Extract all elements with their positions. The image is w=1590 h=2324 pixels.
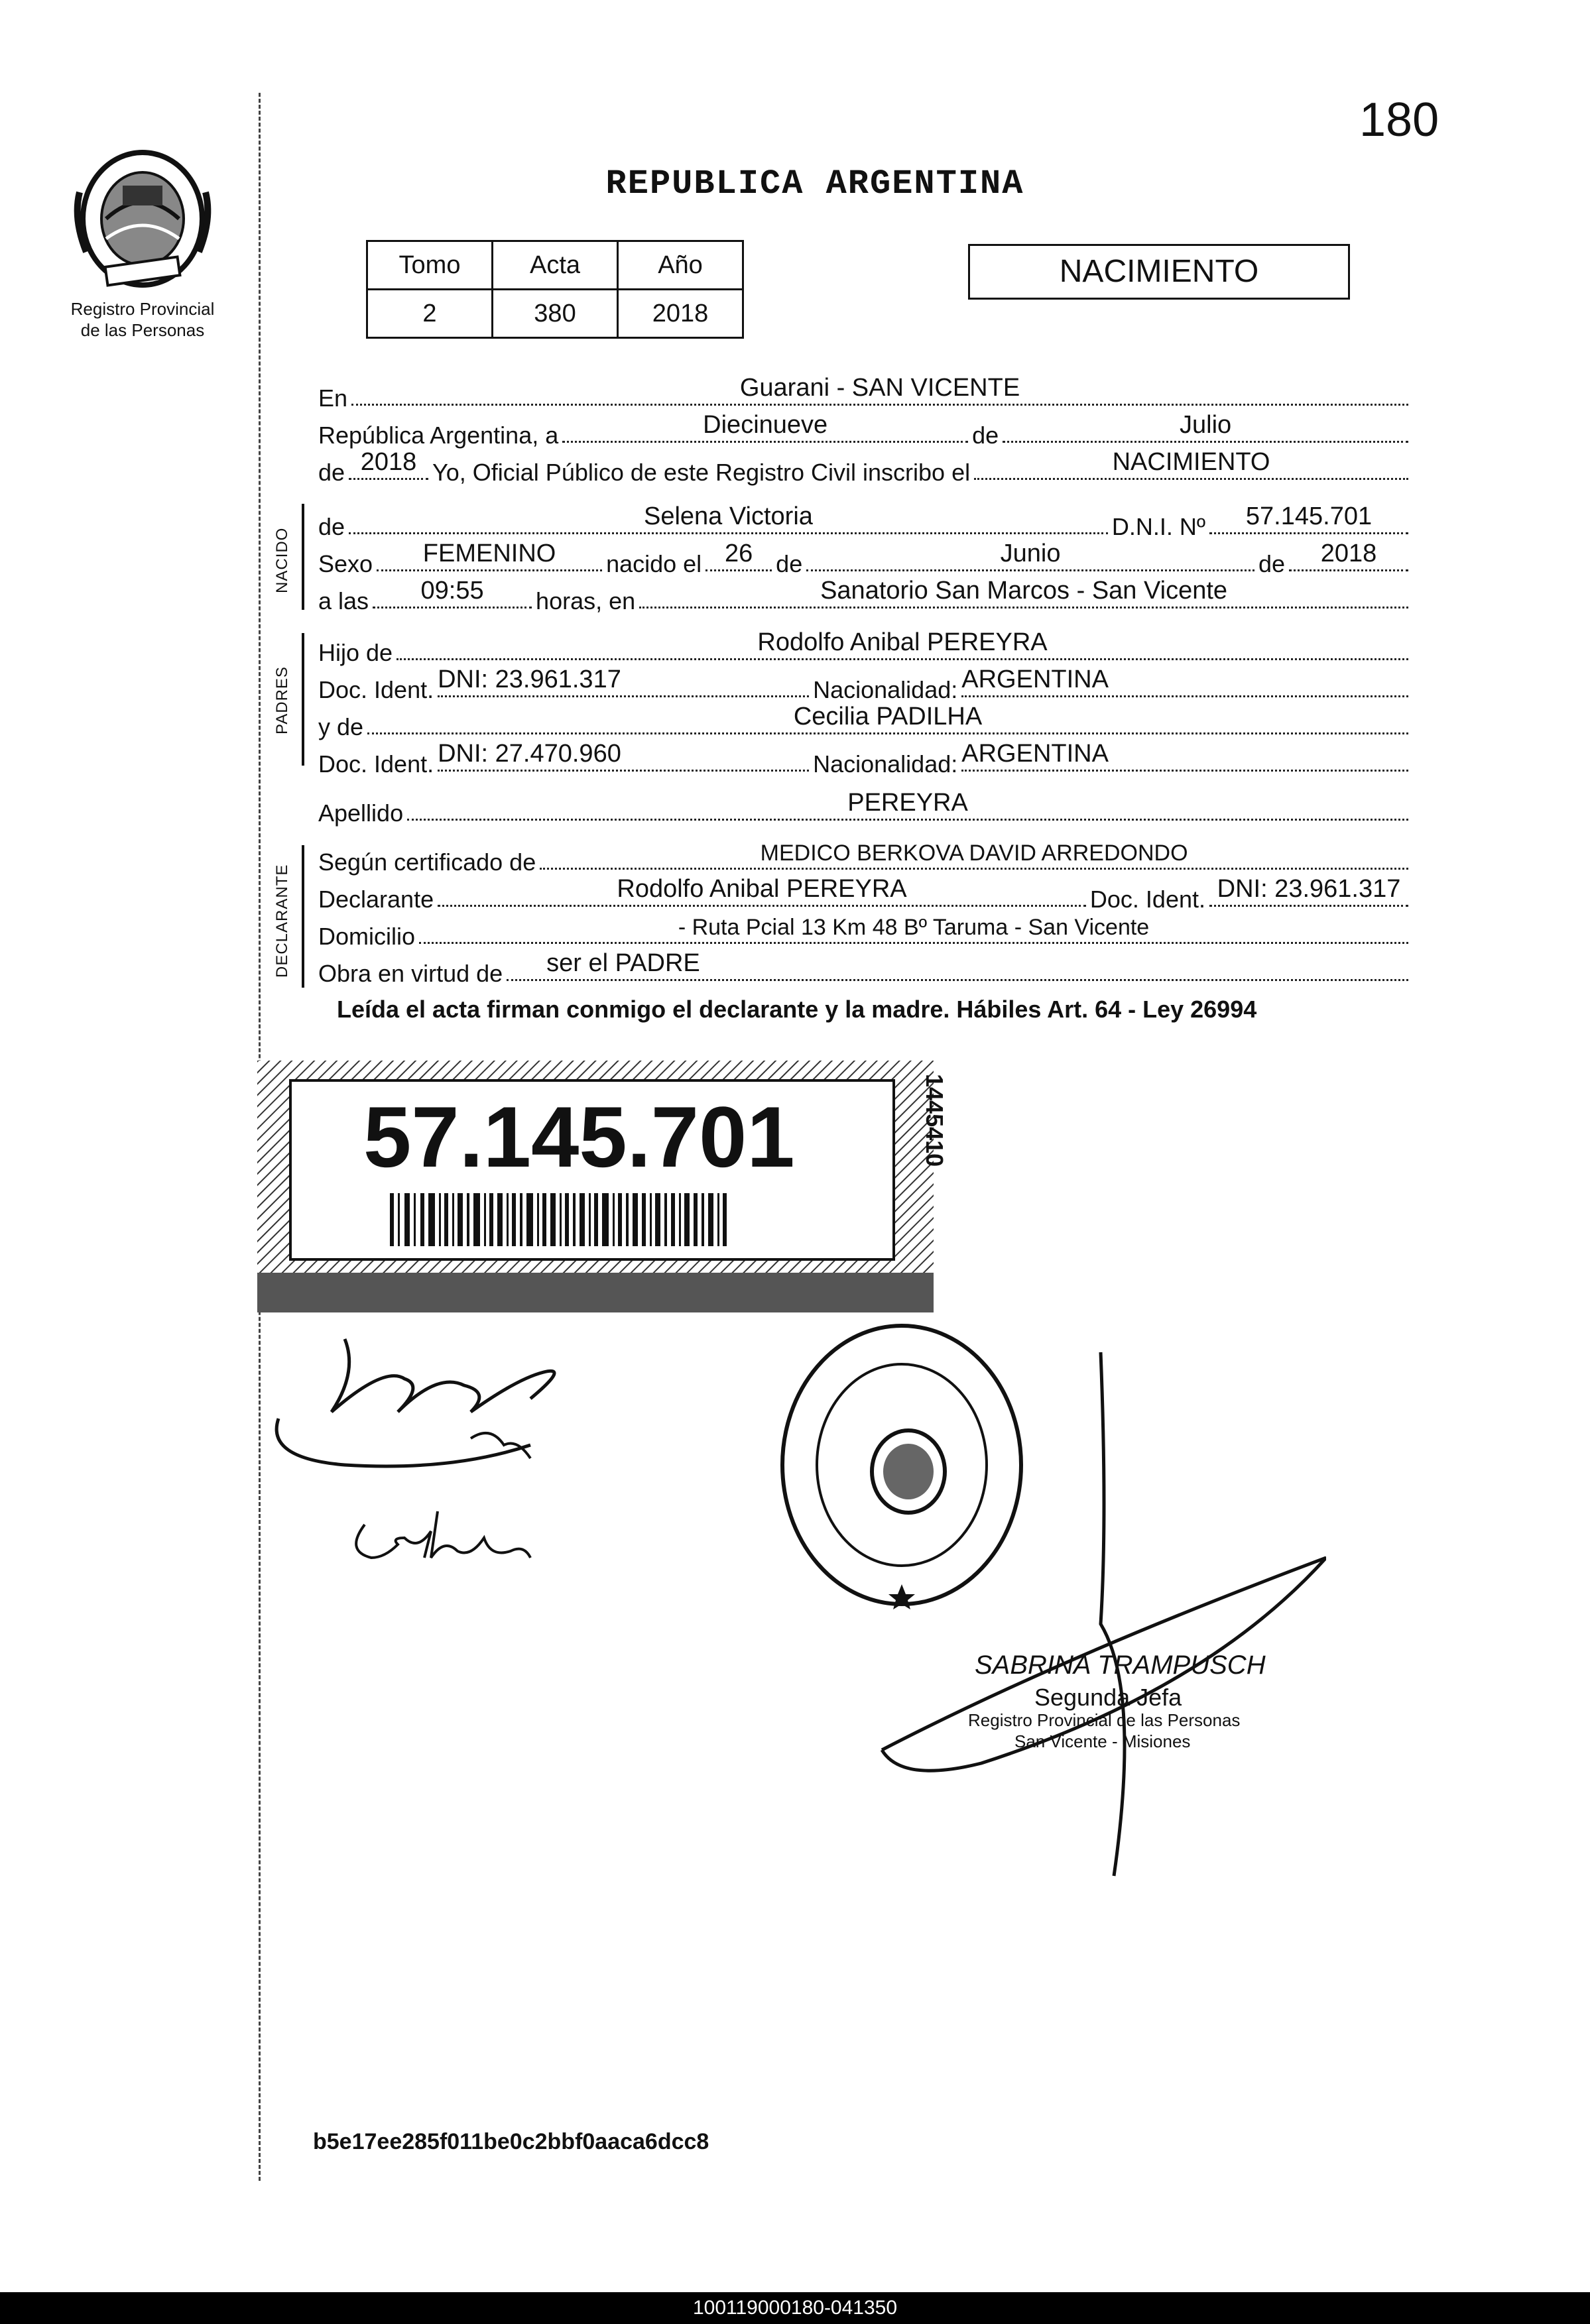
mother-nat-field: [961, 740, 1408, 772]
registry-caption: [53, 298, 232, 341]
sticker-number: 57.145.701: [363, 1088, 795, 1185]
nacido-bracket: [302, 504, 304, 610]
declarant-doc-field: [1209, 875, 1408, 907]
father-doc-field: [438, 666, 809, 697]
dni-field: [1209, 502, 1408, 534]
page-number: 180: [1359, 93, 1439, 146]
nacido-section-label: NACIDO: [273, 527, 291, 593]
anio-value: 2018: [618, 290, 743, 338]
mother-doc-field: [438, 740, 809, 772]
nacido-el-label: nacido el: [606, 550, 702, 577]
padres-section-label: PADRES: [273, 666, 291, 734]
certificado-label: Según certificado de: [318, 848, 536, 876]
padres-bracket: [302, 633, 304, 766]
row-father-doc: [318, 667, 1412, 704]
row-mother-doc: [318, 741, 1412, 778]
day-value: Diecinueve: [703, 411, 828, 439]
nacido-de-label: de: [318, 513, 345, 540]
apellido-label: Apellido: [318, 799, 404, 827]
mother-doc: DNI: 27.470.960: [438, 740, 621, 768]
time-field: [373, 577, 532, 609]
row-sex: [318, 541, 1412, 578]
month-value: Julio: [1180, 411, 1232, 439]
hijo-de-label: Hijo de: [318, 639, 393, 666]
year-field: [349, 448, 428, 480]
row-father: [318, 630, 1412, 667]
row-place: [318, 375, 1412, 412]
document-title: REPUBLICA ARGENTINA: [605, 164, 1024, 203]
acta-header: Acta: [493, 241, 618, 290]
row-certificate: [318, 839, 1412, 876]
sticker-side-code: 1445410: [921, 1074, 948, 1167]
row-declarant: [318, 876, 1412, 913]
mother-nat-label: Nacionalidad:: [813, 750, 958, 778]
declarante-label: Declarante: [318, 886, 434, 913]
footer-barcode-strip: 100119000180-041350: [0, 2292, 1590, 2324]
father-doc: DNI: 23.961.317: [438, 666, 621, 693]
en-label: En: [318, 384, 348, 412]
child-name: Selena Victoria: [643, 502, 813, 530]
de-label-3: de: [1258, 550, 1285, 577]
sexo-value: FEMENINO: [422, 540, 556, 567]
tomo-value: 2: [367, 290, 493, 338]
registration-header-row: [367, 241, 743, 290]
father-field: [397, 628, 1408, 660]
place-field: [351, 374, 1408, 406]
birth-year-field: [1289, 540, 1408, 571]
oficial-text: Yo, Oficial Público de este Registro Civil inscribo el: [432, 459, 971, 486]
birth-year: 2018: [1320, 540, 1377, 567]
a-las-label: a las: [318, 587, 369, 614]
certificate-value: MEDICO BERKOVA DAVID ARREDONDO: [760, 841, 1188, 866]
official-name: SABRINA TRAMPUSCH: [975, 1651, 1266, 1680]
row-obra: [318, 951, 1412, 988]
official-signature-scribble: [862, 1346, 1326, 1919]
acta-value: 380: [493, 290, 618, 338]
tomo-header: Tomo: [367, 241, 493, 290]
republica-label: República Argentina, a: [318, 422, 559, 449]
official-office: Registro Provincial de las Personas: [968, 1710, 1241, 1730]
dni-label: D.N.I. Nº: [1111, 513, 1205, 540]
row-year: [318, 449, 1412, 487]
surname-field: [407, 789, 1408, 821]
declarant-signature: [252, 1312, 623, 1515]
mother-signature: [345, 1498, 544, 1581]
registry-caption-line1: Registro Provincial: [70, 299, 215, 319]
de2-label: de: [318, 459, 345, 486]
record-type-box: NACIMIENTO: [968, 244, 1350, 300]
record-value: NACIMIENTO: [1112, 448, 1270, 476]
birth-day-field: [705, 540, 772, 571]
name-field: [349, 502, 1108, 534]
mother-nationality: ARGENTINA: [961, 740, 1109, 768]
father-doc-label: Doc. Ident.: [318, 676, 434, 703]
registry-caption-line2: de las Personas: [80, 320, 205, 340]
closing-text: Leída el acta firman conmigo el declarante y la madre. Hábiles Art. 64 - Ley 26994: [337, 996, 1257, 1023]
row-surname: [318, 790, 1412, 827]
row-date: [318, 412, 1412, 449]
y-de-label: y de: [318, 713, 364, 740]
row-name: [318, 504, 1412, 541]
sexo-label: Sexo: [318, 550, 373, 577]
birth-place-field: [639, 577, 1408, 609]
obra-value: ser el PADRE: [546, 949, 700, 977]
child-dni: 57.145.701: [1245, 502, 1373, 530]
birth-month-field: [806, 540, 1254, 571]
obra-label: Obra en virtud de: [318, 960, 503, 987]
mother-name: Cecilia PADILHA: [793, 703, 983, 730]
document-hash: b5e17ee285f011be0c2bbf0aaca6dcc8: [313, 2129, 709, 2154]
birth-month: Junio: [1000, 540, 1061, 567]
domicilio-label: Domicilio: [318, 923, 416, 950]
record-field: [974, 448, 1408, 480]
official-role: Segunda Jefa: [1034, 1684, 1182, 1711]
day-field: [562, 411, 968, 443]
horas-en-label: horas, en: [536, 587, 636, 614]
birth-place: Sanatorio San Marcos - San Vicente: [820, 577, 1228, 605]
surname-value: PEREYRA: [847, 789, 968, 817]
birth-time: 09:55: [420, 577, 484, 605]
row-mother: [318, 704, 1412, 741]
obra-field: [507, 949, 1408, 981]
dni-sticker: [257, 1061, 948, 1312]
month-field: [1003, 411, 1408, 443]
mother-doc-label: Doc. Ident.: [318, 750, 434, 778]
row-address: [318, 913, 1412, 951]
declarante-section-label: DECLARANTE: [273, 864, 291, 978]
place-value: Guarani - SAN VICENTE: [739, 374, 1020, 402]
row-time: [318, 578, 1412, 615]
year-value: 2018: [360, 448, 417, 476]
de-label-2: de: [776, 550, 803, 577]
declarant-doc: DNI: 23.961.317: [1217, 875, 1401, 903]
registration-table: [366, 240, 744, 339]
address-field: [419, 915, 1408, 944]
declarant-name: Rodolfo Anibal PEREYRA: [617, 875, 907, 903]
registration-value-row: [367, 290, 743, 338]
anio-header: Año: [618, 241, 743, 290]
birth-day: 26: [725, 540, 753, 567]
father-nat-label: Nacionalidad:: [813, 676, 958, 703]
father-nat-field: [961, 666, 1408, 697]
father-name: Rodolfo Anibal PEREYRA: [757, 628, 1048, 656]
declarant-field: [438, 875, 1086, 907]
sexo-field: [377, 540, 602, 571]
declarante-bracket: [302, 845, 304, 988]
declarant-doc-label: Doc. Ident.: [1089, 886, 1205, 913]
father-nationality: ARGENTINA: [961, 666, 1109, 693]
address-value: - Ruta Pcial 13 Km 48 Bº Taruma - San Vicente: [678, 915, 1150, 940]
certificate-field: [540, 841, 1408, 870]
de-label: de: [972, 422, 999, 449]
mother-field: [367, 703, 1408, 734]
official-location: San Vicente - Misiones: [1014, 1731, 1191, 1751]
